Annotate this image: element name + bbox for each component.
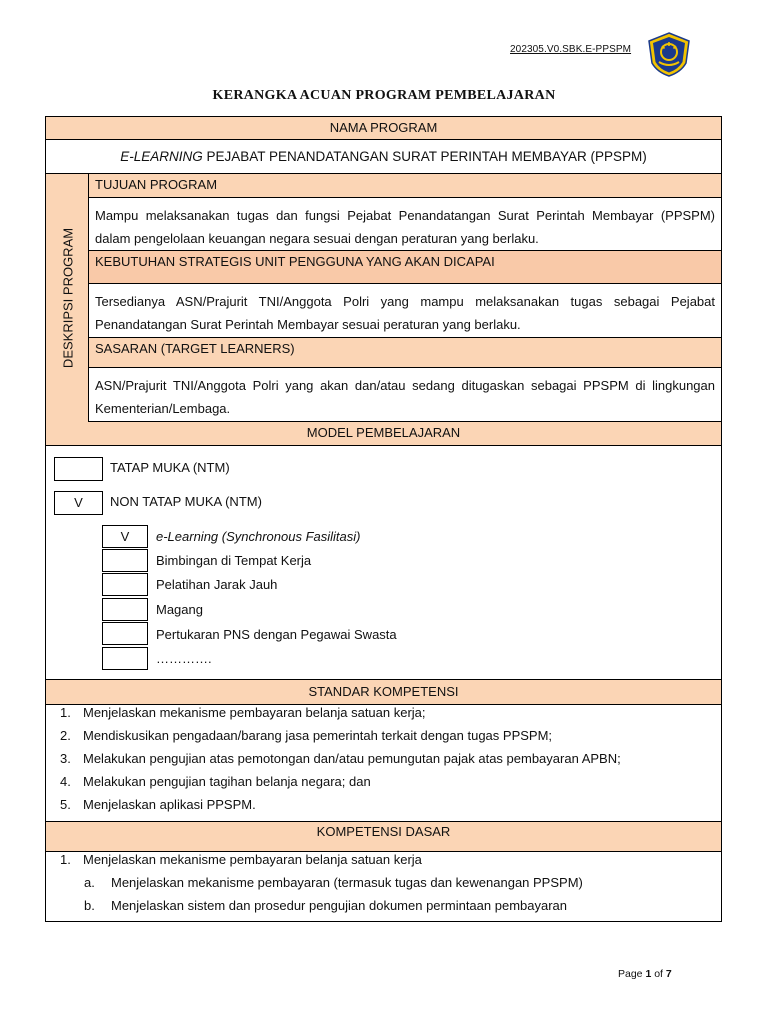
internship-checkbox[interactable]	[102, 598, 148, 621]
program-name-italic: E-LEARNING	[120, 149, 203, 164]
objective-text: Mampu melaksanakan tugas dan fungsi Pejabat Penandatangan Surat Perintah Membayar (PPSPM) dalam pengelolaan keuangan negara sesuai dengan peraturan yang berlaku.	[89, 198, 721, 251]
distance-training-label: Pelatihan Jarak Jauh	[156, 577, 278, 592]
face-to-face-label: TATAP MUKA (NTM)	[110, 460, 230, 475]
workplace-coaching-label: Bimbingan di Tempat Kerja	[156, 553, 312, 568]
elearning-label: e-Learning (Synchronous Fasilitasi)	[156, 529, 361, 544]
face-to-face-checkbox[interactable]	[54, 457, 103, 481]
elearning-checkbox[interactable]: V	[102, 525, 148, 548]
non-face-to-face-label: NON TATAP MUKA (NTM)	[110, 494, 262, 509]
non-face-to-face-checkbox[interactable]: V	[54, 491, 103, 515]
target-learners-header: SASARAN (TARGET LEARNERS)	[89, 338, 721, 368]
staff-exchange-checkbox[interactable]	[102, 622, 148, 645]
program-name	[46, 140, 721, 174]
other-option-checkbox[interactable]	[102, 647, 148, 670]
program-name-header: NAMA PROGRAM	[46, 117, 721, 140]
document-code: 202305.V0.SBK.E-PPSPM	[510, 44, 632, 55]
competency-standard-list: 1. Menjelaskan mekanisme pembayaran belanja satuan kerja; 2. Mendiskusikan pengadaan/barang jasa pemerintah terkait dengan tugas PPSPM; 3. Melakukan pengujian atas pemotongan dan/atau pemungutan pajak atas pembayaran APBN; 4. Melakukan pengujian tagihan belanja negara; dan 5. Menjelaskan aplikasi PPSPM.	[46, 705, 721, 822]
description-side-label-cell	[46, 174, 89, 422]
target-learners-text: ASN/Prajurit TNI/Anggota Polri yang akan dan/atau sedang ditugaskan sebagai PPSPM di lingkungan Kementerian/Lembaga.	[89, 368, 721, 422]
strategic-needs-text: Tersedianya ASN/Prajurit TNI/Anggota Polri yang mampu melaksanakan tugas sebagai Pejabat Penandatangan Surat Perintah Membayar sesuai peraturan yang berlaku.	[89, 284, 721, 338]
other-option-label: ………….	[156, 651, 212, 666]
document-title: KERANGKA ACUAN PROGRAM PEMBELAJARAN	[212, 88, 556, 103]
learning-model-section	[46, 446, 721, 680]
basic-competency-list: 1. Menjelaskan mekanisme pembayaran belanja satuan kerja a. Menjelaskan mekanisme pembayaran (termasuk tugas dan kewenangan PPSPM) b. Menjelaskan sistem dan prosedur pengujian dokumen permintaan pembayaran	[60, 852, 583, 913]
basic-competency-header: KOMPETENSI DASAR	[46, 822, 721, 852]
description-side-label: DESKRIPSI PROGRAM	[60, 227, 76, 369]
program-name-rest: PEJABAT PENANDATANGAN SURAT PERINTAH MEMBAYAR (PPSPM)	[202, 149, 647, 164]
internship-label: Magang	[156, 602, 203, 617]
workplace-coaching-checkbox[interactable]	[102, 549, 148, 572]
competency-standard-header: STANDAR KOMPETENSI	[46, 680, 721, 705]
objective-header: TUJUAN PROGRAM	[89, 174, 721, 198]
distance-training-checkbox[interactable]	[102, 573, 148, 596]
learning-model-header: MODEL PEMBELAJARAN	[46, 422, 721, 446]
page-number: Page 1 of 7	[618, 968, 672, 980]
program-table	[45, 116, 722, 922]
staff-exchange-label: Pertukaran PNS dengan Pegawai Swasta	[156, 627, 397, 642]
strategic-needs-header: KEBUTUHAN STRATEGIS UNIT PENGGUNA YANG AKAN DICAPAI	[89, 251, 721, 284]
ministry-emblem-logo	[645, 30, 693, 78]
